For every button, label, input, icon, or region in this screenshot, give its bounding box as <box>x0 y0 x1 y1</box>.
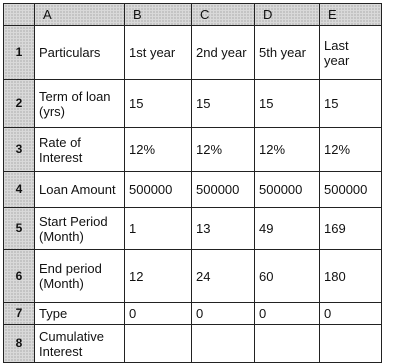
cell-d1[interactable]: 5th year <box>255 26 320 80</box>
table-row <box>4 80 382 128</box>
column-header-c[interactable]: C <box>192 4 255 26</box>
row-header[interactable]: 5 <box>4 208 35 250</box>
cell-a8[interactable]: Cumulative Interest <box>35 325 125 363</box>
cell-e1[interactable]: Last year <box>320 26 382 80</box>
column-header-a[interactable]: A <box>35 4 125 26</box>
cell-b2[interactable]: 15 <box>125 80 192 128</box>
cell-a6[interactable]: End period (Month) <box>35 250 125 303</box>
table-row <box>4 26 382 80</box>
table-row <box>4 172 382 208</box>
cell-c7[interactable]: 0 <box>192 303 255 325</box>
table-row <box>4 250 382 303</box>
cell-b8[interactable] <box>125 325 192 363</box>
cell-b3[interactable]: 12% <box>125 128 192 172</box>
cell-d3[interactable]: 12% <box>255 128 320 172</box>
cell-c1[interactable]: 2nd year <box>192 26 255 80</box>
cell-b4[interactable]: 500000 <box>125 172 192 208</box>
cell-e4[interactable]: 500000 <box>320 172 382 208</box>
table-row <box>4 325 382 363</box>
row-header[interactable]: 6 <box>4 250 35 303</box>
cell-d4[interactable]: 500000 <box>255 172 320 208</box>
cell-a5[interactable]: Start Period (Month) <box>35 208 125 250</box>
cell-e5[interactable]: 169 <box>320 208 382 250</box>
cell-d2[interactable]: 15 <box>255 80 320 128</box>
row-header[interactable]: 4 <box>4 172 35 208</box>
cell-d5[interactable]: 49 <box>255 208 320 250</box>
column-header-row <box>4 4 382 26</box>
cell-c5[interactable]: 13 <box>192 208 255 250</box>
cell-b7[interactable]: 0 <box>125 303 192 325</box>
cell-a4[interactable]: Loan Amount <box>35 172 125 208</box>
cell-e3[interactable]: 12% <box>320 128 382 172</box>
cell-e2[interactable]: 15 <box>320 80 382 128</box>
cell-b1[interactable]: 1st year <box>125 26 192 80</box>
cell-a7[interactable]: Type <box>35 303 125 325</box>
row-header[interactable]: 1 <box>4 26 35 80</box>
cell-b5[interactable]: 1 <box>125 208 192 250</box>
column-header-d[interactable]: D <box>255 4 320 26</box>
cell-c4[interactable]: 500000 <box>192 172 255 208</box>
spreadsheet <box>3 3 382 363</box>
cell-a2[interactable]: Term of loan (yrs) <box>35 80 125 128</box>
table-row <box>4 303 382 325</box>
table-row <box>4 128 382 172</box>
cell-b6[interactable]: 12 <box>125 250 192 303</box>
cell-e7[interactable]: 0 <box>320 303 382 325</box>
cell-c8[interactable] <box>192 325 255 363</box>
cell-d8[interactable] <box>255 325 320 363</box>
row-header[interactable]: 3 <box>4 128 35 172</box>
cell-d7[interactable]: 0 <box>255 303 320 325</box>
table-row <box>4 208 382 250</box>
row-header[interactable]: 7 <box>4 303 35 325</box>
cell-c2[interactable]: 15 <box>192 80 255 128</box>
cell-a3[interactable]: Rate of Interest <box>35 128 125 172</box>
select-all-corner[interactable] <box>4 4 35 26</box>
cell-d6[interactable]: 60 <box>255 250 320 303</box>
column-header-e[interactable]: E <box>320 4 382 26</box>
row-header[interactable]: 8 <box>4 325 35 363</box>
cell-c3[interactable]: 12% <box>192 128 255 172</box>
cell-a1[interactable]: Particulars <box>35 26 125 80</box>
cell-c6[interactable]: 24 <box>192 250 255 303</box>
spreadsheet-grid <box>3 3 382 363</box>
cell-e8[interactable] <box>320 325 382 363</box>
cell-e6[interactable]: 180 <box>320 250 382 303</box>
column-header-b[interactable]: B <box>125 4 192 26</box>
row-header[interactable]: 2 <box>4 80 35 128</box>
